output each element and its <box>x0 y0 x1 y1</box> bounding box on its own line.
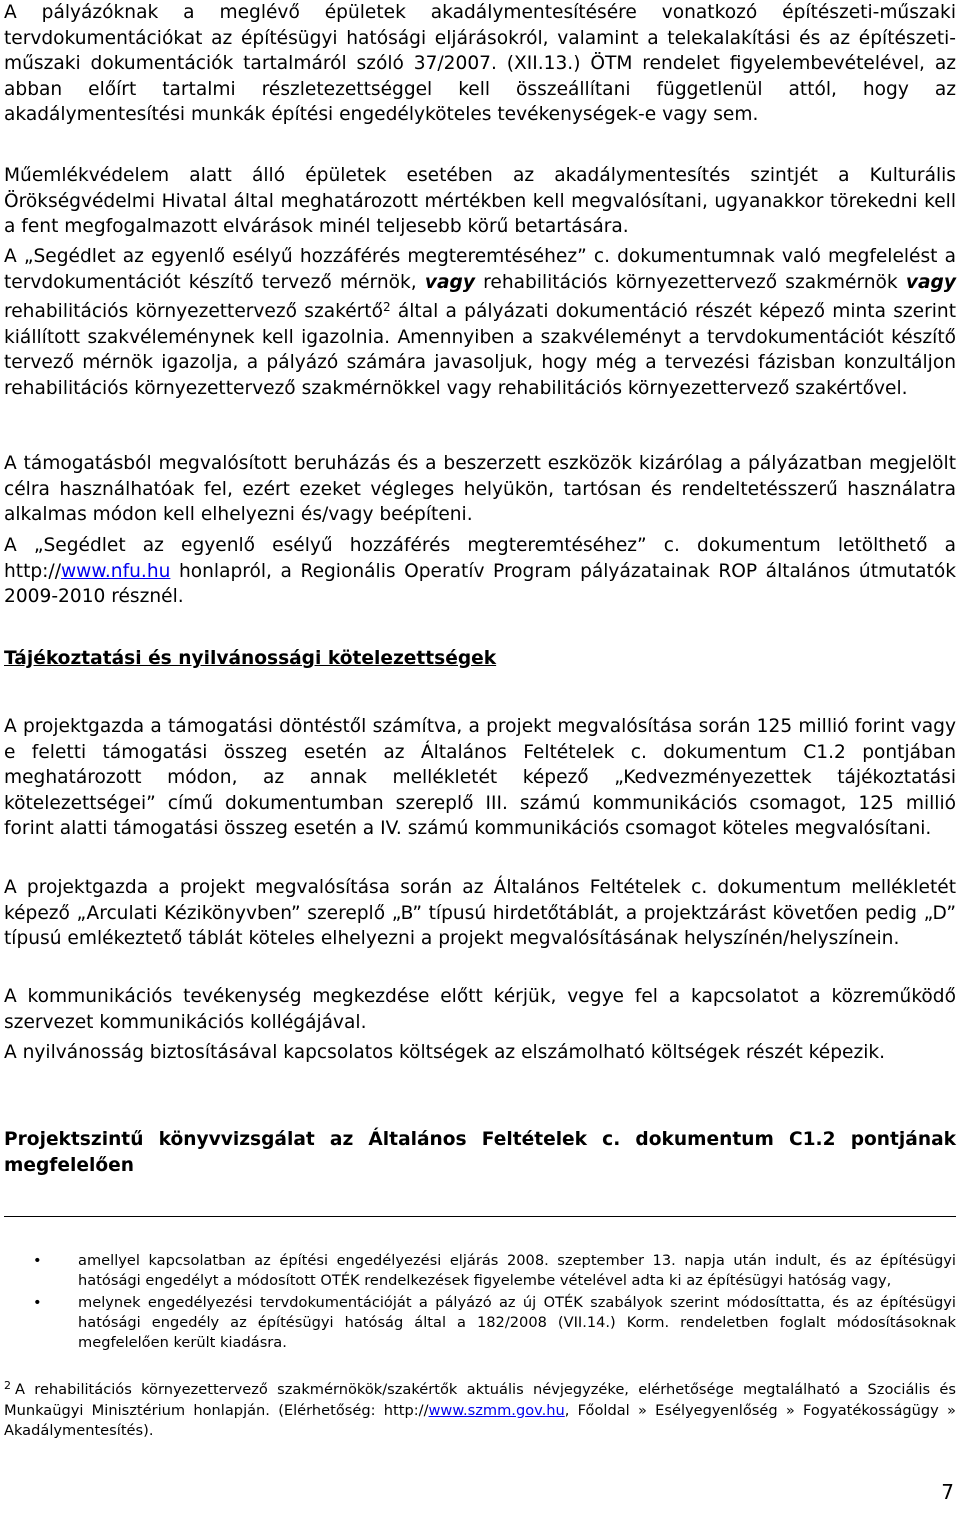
list-item-text: melynek engedélyezési tervdokumentációját a pályázó az új OTÉK szabályok szerint módosíttatta, és az építésügyi hatósági engedély az építésügyi hatóság által a 182/2008 (VII.14.) Korm. rendeletben foglalt módosításoknak megfelelően került kiadásra. <box>78 1294 956 1352</box>
nfu-link[interactable]: www.nfu.hu <box>60 560 171 582</box>
text-segment: rehabilitációs környezettervező szakértő <box>4 301 383 322</box>
paragraph-kommunikacios-csomag: A projektgazda a támogatási döntéstől számítva, a projekt megvalósítása során 125 millió forint vagy e feletti támogatási összeg esetén az Általános Feltételek c. dokumentum C1.2 pontjában meghatározott módon, az annak mellékletét képező „Kedvezményezettek tájékoztatási kötelezettségei” című dokumentumban szereplő III. számú kommunikációs csomagot, 125 millió forint alatti támogatási összeg esetén a IV. számú kommunikációs csomagot köteles megvalósítani. <box>4 716 956 839</box>
emphasis-vagy: vagy <box>905 271 956 293</box>
szmm-link[interactable]: www.szmm.gov.hu <box>428 1401 565 1419</box>
paragraph-segedlet-letoltes <box>4 533 956 610</box>
paragraph-hirdetotabla: A projektgazda a projekt megvalósítása során az Általános Feltételek c. dokumentum mellékletét képező „Arculati Kézikönyvben” szereplő „B” típusú hirdetőtáblát, a projektzárást követően pedig „D” típusú emlékeztető táblát köteles elhelyezni a projekt megvalósításának helyszínén/helyszínein. <box>4 877 956 949</box>
page-number: 7 <box>941 1480 954 1504</box>
bullet-icon: • <box>33 1252 42 1269</box>
footnote-separator <box>4 1216 956 1217</box>
text-segment: rehabilitációs környezettervező szakmérnök <box>474 271 906 293</box>
text-segment: A „Segédlet az egyenlő esélyű hozzáférés megteremtéséhez” c. dokumentumnak való megfelelést a tervdokumentációt készítő tervező mérnök, <box>4 246 956 293</box>
footnote-number: 2 <box>4 1379 11 1392</box>
list-item-text: amellyel kapcsolatban az építési engedélyezési eljárás 2008. szeptember 13. napja után indult, és az építésügyi hatósági engedélyt a módosított OTÉK rendelkezések figyelembe vételével adta ki az építésügyi hatóság vagy, <box>78 1252 956 1290</box>
list-item <box>4 1293 956 1353</box>
text-segment: , Főoldal » Esélyegyenlőség » Fogyatékosságügy » Akadálymentesítés). <box>4 1401 956 1440</box>
emphasis-vagy: vagy <box>424 271 475 293</box>
text-segment: honlapról, a Regionális Operatív Program pályázatainak ROP általános útmutatók 2009-2010 résznél. <box>4 560 956 607</box>
text-segment: A „Segédlet az egyenlő esélyű hozzáférés megteremtéséhez” c. dokumentum letölthető a http:// <box>4 535 956 582</box>
text-segment: A rehabilitációs környezettervező szakmérnökök/szakértők aktuális névjegyzéke, elérhetősége megtalálható a Szociális és Munkaügyi Minisztérium honlapján. (Elérhetőség: http:// <box>4 1381 956 1419</box>
paragraph-kapcsolatfelvetel: A kommunikációs tevékenység megkezdése előtt kérjük, vegye fel a kapcsolatot a közreműködő szervezet kommunikációs kollégájával. <box>4 986 956 1033</box>
bullet-icon: • <box>33 1294 42 1312</box>
footnote-2 <box>4 1376 956 1442</box>
paragraph-segedlet-szakvelemeny <box>4 244 956 401</box>
paragraph-nyilvanossag-koltsegek: A nyilvánosság biztosításával kapcsolatos költségek az elszámolható költségek részét képezik. <box>4 1042 886 1063</box>
footnote-bullet-list <box>4 1251 956 1355</box>
list-item <box>4 1251 956 1291</box>
text-segment: által a pályázati dokumentáció részét képező minta szerint kiállított szakvéleménynek kell igazolnia. Amennyiben a szakvéleményt a tervdokumentációt készítő tervező mérnök igazolja, a pályázó számára javasoljuk, hogy még a tervezési fázisban konzultáljon rehabilitációs környezettervező szakmérnökkel vagy rehabilitációs környezettervező szakértővel. <box>4 301 956 399</box>
heading-tajekoztatasi-kotelezettsegek: Tájékoztatási és nyilvánossági kötelezettségek <box>4 648 497 669</box>
heading-projektszintu-konyvvizsgalat: Projektszintű könyvvizsgálat az Általános Feltételek c. dokumentum C1.2 pontjának megfelelően <box>4 1129 956 1176</box>
paragraph-tervdokumentacio: A pályázóknak a meglévő épületek akadálymentesítésére vonatkozó építészeti-műszaki tervdokumentációkat az építésügyi hatósági eljárásokról, valamint a telekalakítási és az építészeti-műszaki dokumentációk tartalmáról szóló 37/2007. (XII.13.) ÖTM rendelet figyelembevételével, az abban előírt tartalmi részletezettséggel kell összeállítani függetlenül attól, hogy az akadálymentesítési munkák építési engedélyköteles tevékenységek-e vagy sem. <box>4 2 956 125</box>
paragraph-muemlekvedelem: Műemlékvédelem alatt álló épületek esetében az akadálymentesítés szintjét a Kulturális Örökségvédelmi Hivatal által meghatározott mértékben kell megvalósítani, ugyanakkor törekedni kell a fent megfogalmazott elvárások minél teljesebb körű betartására. <box>4 165 956 237</box>
paragraph-tamogatas-hasznalat: A támogatásból megvalósított beruházás és a beszerzett eszközök kizárólag a pályázatban megjelölt célra használhatóak fel, ezért ezeket végleges helyükön, tartósan és rendeltetésszerű használatra alkalmas módon kell elhelyezni és/vagy beépíteni. <box>4 453 956 525</box>
footnote-ref-2[interactable]: 2 <box>382 300 391 314</box>
